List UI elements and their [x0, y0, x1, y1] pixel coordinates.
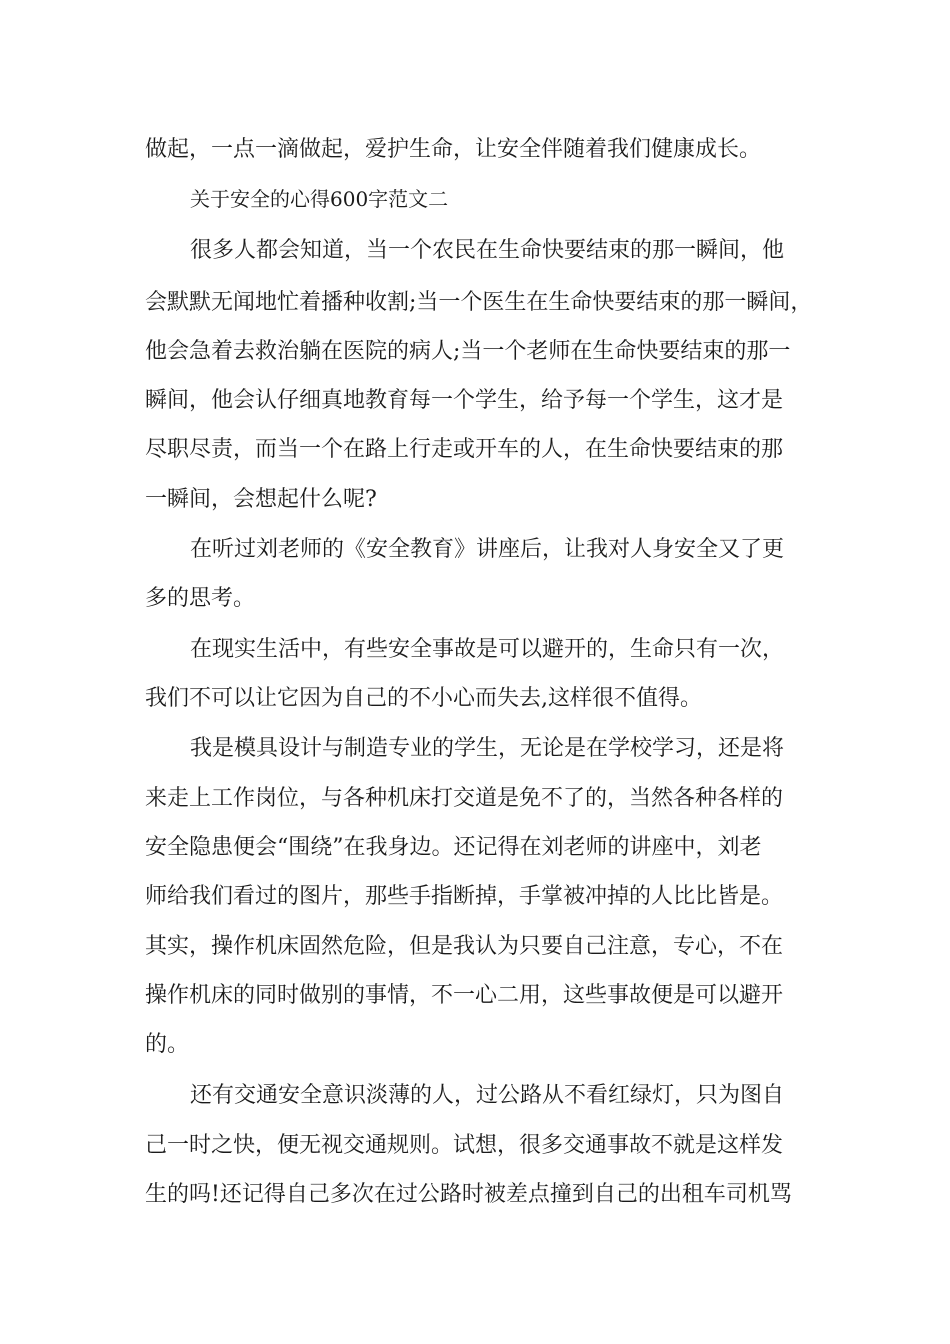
text-line: 我是模具设计与制造专业的学生，无论是在学校学习，还是将 [190, 736, 785, 761]
section-heading: 关于安全的心得600字范文二 [190, 187, 449, 211]
text-line: 会默默无闻地忙着播种收割;当一个医生在生命快要结束的那一瞬间， [145, 290, 813, 315]
text-line: 安全隐患便会“围绕”在我身边。还记得在刘老师的讲座中，刘老 [145, 835, 762, 860]
text-line: 师给我们看过的图片，那些手指断掉，手掌被冲掉的人比比皆是。 [145, 884, 784, 909]
text-line: 做起，一点一滴做起，爱护生命，让安全伴随着我们健康成长。 [145, 137, 762, 162]
text-line: 我们不可以让它因为自己的不小心而失去,这样很不值得。 [145, 686, 702, 711]
text-line: 己一时之快，便无视交通规则。试想，很多交通事故不就是这样发 [145, 1133, 784, 1158]
text-line: 一瞬间，会想起什么呢? [145, 487, 377, 512]
text-line: 很多人都会知道，当一个农民在生命快要结束的那一瞬间，他 [190, 238, 785, 263]
text-line: 多的思考。 [145, 586, 256, 611]
text-line: 在现实生活中，有些安全事故是可以避开的，生命只有一次， [190, 637, 785, 662]
text-line: 其实，操作机床固然危险，但是我认为只要自己注意，专心，不在 [145, 934, 784, 959]
text-line: 来走上工作岗位，与各种机床打交道是免不了的，当然各种各样的 [145, 786, 784, 811]
text-line: 瞬间，他会认仔细真地教育每一个学生，给予每一个学生，这才是 [145, 388, 784, 413]
text-line: 的。 [145, 1032, 190, 1057]
text-line: 他会急着去救治躺在医院的病人;当一个老师在生命快要结束的那一 [145, 339, 791, 364]
text-line: 尽职尽责，而当一个在路上行走或开车的人，在生命快要结束的那 [145, 437, 784, 462]
text-line: 生的吗!还记得自己多次在过公路时被差点撞到自己的出租车司机骂 [145, 1182, 792, 1207]
text-line: 在听过刘老师的《安全教育》讲座后，让我对人身安全又了更 [190, 537, 785, 562]
text-line: 还有交通安全意识淡薄的人，过公路从不看红绿灯，只为图自 [190, 1083, 785, 1108]
text-line: 操作机床的同时做别的事情，不一心二用，这些事故便是可以避开 [145, 983, 784, 1008]
